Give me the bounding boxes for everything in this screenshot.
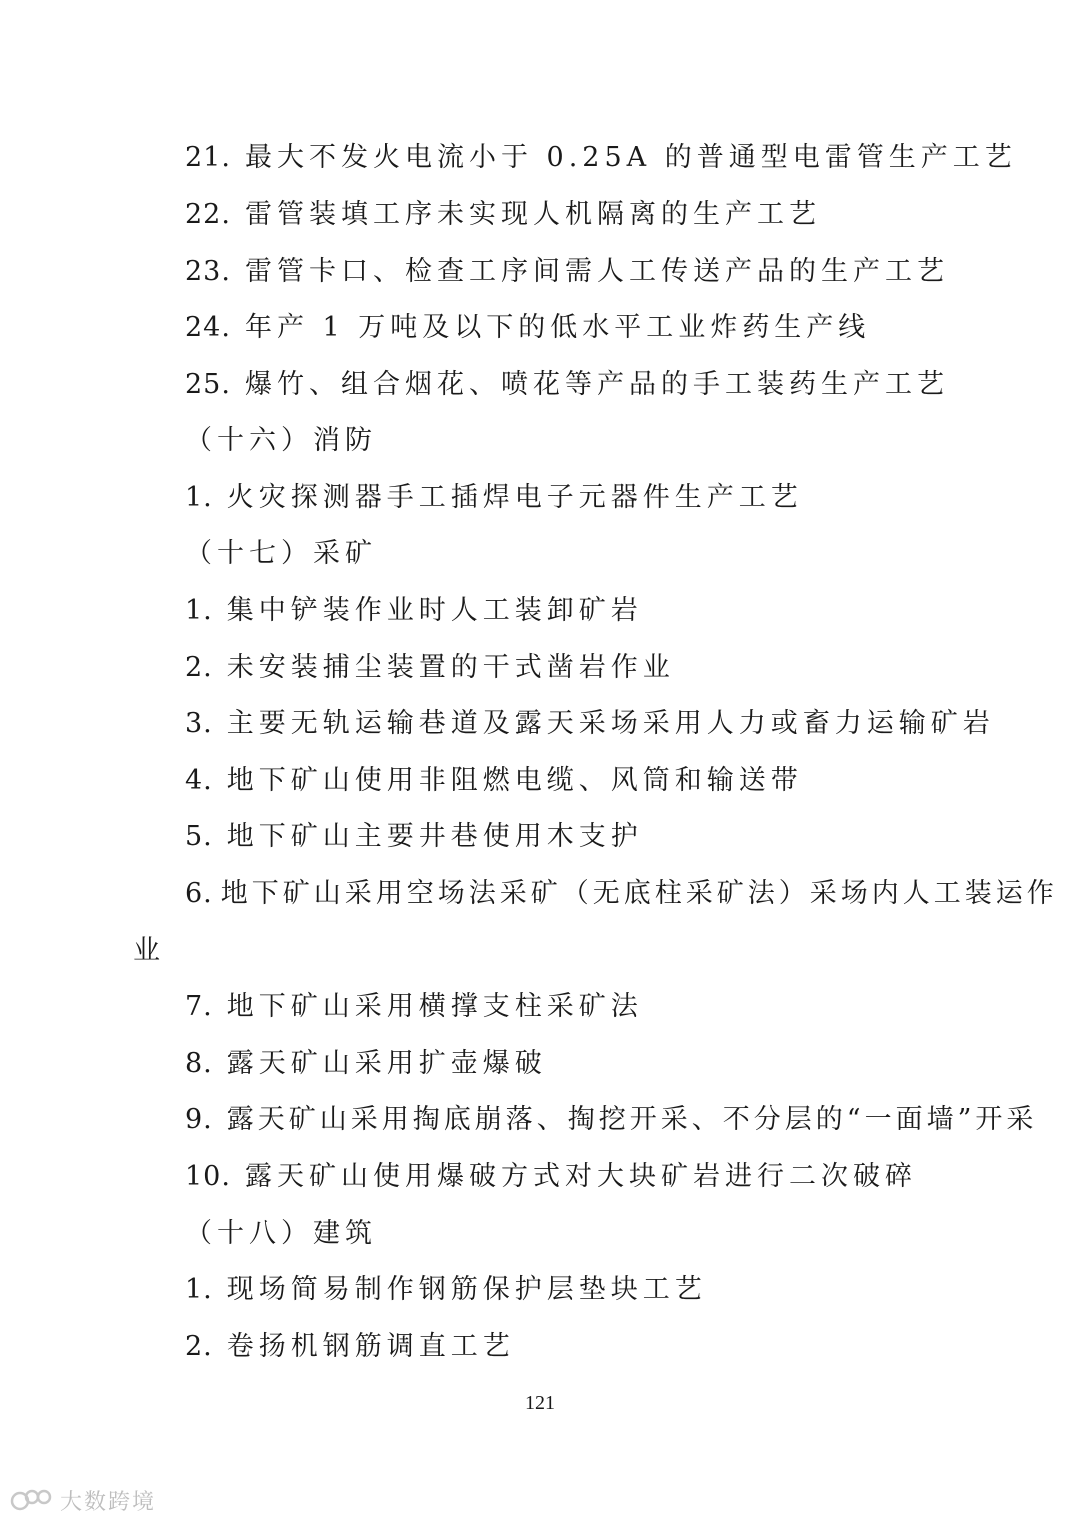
item-text: 卷扬机钢筋调直工艺: [226, 1331, 515, 1362]
item-number: 3.: [185, 708, 213, 739]
list-item: [185, 255, 949, 289]
list-item: [185, 707, 995, 741]
item-number: 10.: [185, 1161, 231, 1192]
item-text: 雷管卡口、检查工序间需人工传送产品的生产工艺: [244, 256, 949, 287]
list-item: [185, 198, 821, 232]
item-number: 1.: [185, 482, 213, 513]
list-item: [185, 1160, 917, 1194]
list-item: [185, 651, 675, 685]
list-item: [185, 877, 1058, 911]
item-text: 露天矿山采用扩壶爆破: [226, 1048, 547, 1079]
section-heading-construction: （十八）建筑: [185, 1218, 377, 1249]
item-text: 火灾探测器手工插焊电子元器件生产工艺: [226, 482, 803, 513]
item-number: 21.: [185, 142, 231, 173]
list-item: [185, 1103, 1037, 1137]
item-number: 1.: [185, 595, 213, 626]
item-number: 5.: [185, 821, 213, 852]
item-text-continuation: 业: [133, 935, 160, 966]
list-item: [185, 764, 803, 798]
item-text: 年产 1 万吨及以下的低水平工业炸药生产线: [244, 312, 871, 343]
item-text: 雷管装填工序未实现人机隔离的生产工艺: [244, 199, 821, 230]
item-number: 24.: [185, 312, 231, 343]
item-text: 地下矿山采用横撑支柱采矿法: [226, 991, 643, 1022]
item-number: 22.: [185, 199, 231, 230]
item-text: 地下矿山主要井巷使用木支护: [226, 821, 643, 852]
section-heading-mining: （十七）采矿: [185, 538, 377, 569]
item-text: 集中铲装作业时人工装卸矿岩: [226, 595, 643, 626]
list-item: [185, 820, 643, 854]
item-number: 8.: [185, 1048, 213, 1079]
item-number: 25.: [185, 369, 231, 400]
item-number: 2.: [185, 652, 213, 683]
item-text: 露天矿山使用爆破方式对大块矿岩进行二次破碎: [244, 1161, 917, 1192]
item-number: 2.: [185, 1331, 213, 1362]
item-text: 未安装捕尘装置的干式凿岩作业: [226, 652, 675, 683]
item-text: 最大不发火电流小于 0.25A 的普通型电雷管生产工艺: [244, 142, 1017, 173]
item-text: 露天矿山采用掏底崩落、掏挖开采、不分层的“一面墙”开采: [226, 1104, 1038, 1135]
list-item: [185, 1330, 515, 1364]
list-item: [185, 141, 1017, 175]
watermark-text: 大数跨境: [60, 1490, 157, 1515]
list-item: [185, 311, 870, 345]
list-item: [185, 481, 803, 515]
list-item: [185, 368, 949, 402]
section-heading-fire-protection: （十六）消防: [185, 425, 377, 456]
watermark-logo-icon: [10, 1487, 54, 1515]
item-number: 23.: [185, 256, 231, 287]
item-text: 地下矿山采用空场法采矿（无底柱采矿法）采场内人工装运作: [220, 878, 1058, 909]
item-text: 现场简易制作钢筋保护层垫块工艺: [226, 1274, 707, 1305]
list-item: [185, 594, 643, 628]
list-item: [185, 1047, 547, 1081]
item-number: 9.: [185, 1104, 213, 1135]
item-text: 主要无轨运输巷道及露天采场采用人力或畜力运输矿岩: [226, 708, 995, 739]
watermark: [10, 1485, 156, 1516]
item-number: 1.: [185, 1274, 213, 1305]
list-item: [185, 990, 643, 1024]
page-number: 121: [525, 1392, 555, 1414]
item-number: 4.: [185, 765, 213, 796]
item-text: 地下矿山使用非阻燃电缆、风筒和输送带: [226, 765, 803, 796]
item-text: 爆竹、组合烟花、喷花等产品的手工装药生产工艺: [244, 369, 949, 400]
list-item: [185, 1273, 707, 1307]
item-number: 6.: [185, 878, 213, 909]
item-number: 7.: [185, 991, 213, 1022]
